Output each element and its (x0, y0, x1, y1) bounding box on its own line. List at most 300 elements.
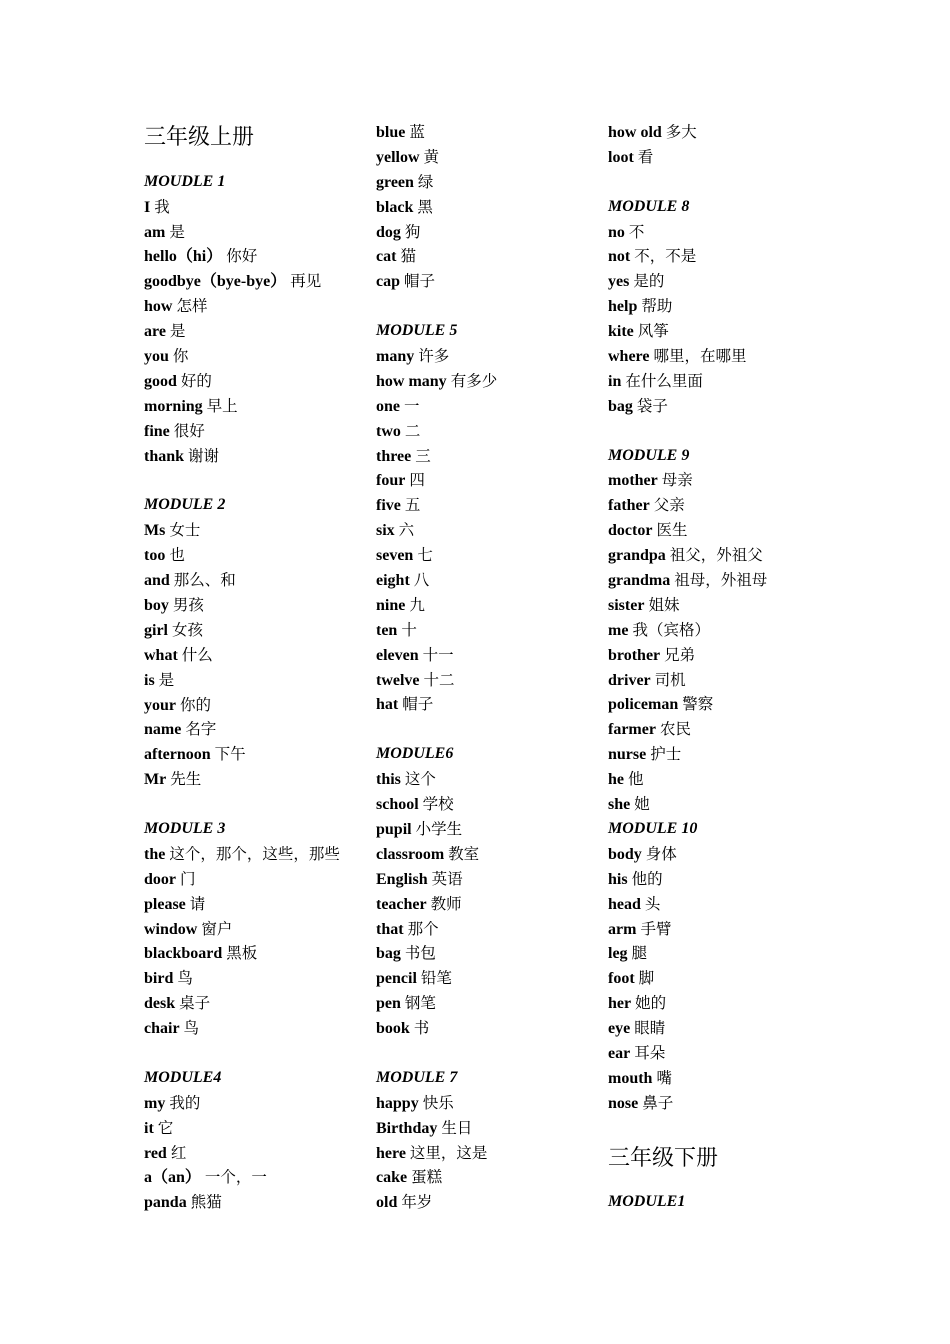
vocab-entry (608, 941, 838, 966)
english-word: head (608, 895, 641, 913)
english-word: how many (376, 372, 447, 390)
english-word: sister (608, 596, 645, 614)
vocab-entry (144, 941, 374, 966)
vocab-entry (376, 568, 606, 593)
chinese-meaning: 学校 (422, 795, 454, 814)
chinese-meaning: 她 (634, 795, 650, 814)
chinese-meaning: 它 (157, 1118, 174, 1137)
chinese-meaning: 一 (404, 396, 420, 415)
chinese-meaning: 帮助 (641, 297, 673, 316)
vocab-entry (608, 145, 838, 170)
english-word: his (608, 870, 628, 888)
english-word: pen (376, 995, 401, 1013)
chinese-meaning: 身体 (645, 844, 677, 863)
vocab-entry (144, 1016, 374, 1041)
english-word: good (144, 372, 177, 390)
english-word: bag (608, 397, 633, 415)
chinese-meaning: 九 (409, 595, 425, 614)
vocab-entry (376, 1141, 606, 1166)
vocab-entry (376, 344, 606, 369)
chinese-meaning: 头 (644, 894, 661, 913)
vocab-entry (144, 717, 374, 742)
english-word: brother (608, 646, 661, 664)
chinese-meaning: 母亲 (661, 471, 693, 490)
vocab-entry (608, 966, 838, 991)
chinese-meaning: 袋子 (636, 396, 668, 415)
chinese-meaning: 怎样 (176, 297, 208, 316)
english-word: goodbye（bye-bye） (144, 273, 287, 291)
chinese-meaning: 四 (409, 471, 425, 490)
english-word: and (144, 572, 170, 590)
english-word: teacher (376, 895, 427, 913)
vocab-entry (144, 543, 374, 568)
english-word: he (608, 771, 624, 789)
vocab-entry (608, 867, 838, 892)
vocab-entry (144, 643, 374, 668)
vocab-entry (608, 593, 838, 618)
vocab-entry (144, 693, 374, 718)
chinese-meaning: 帽子 (402, 695, 434, 714)
vocab-entry (608, 1041, 838, 1066)
vocab-entry (144, 991, 374, 1016)
english-word: thank (144, 447, 185, 465)
chinese-meaning: 书 (413, 1019, 430, 1038)
chinese-meaning: 猫 (400, 247, 416, 266)
vocab-entry (376, 593, 606, 618)
chinese-meaning: 五 (404, 496, 421, 515)
vocab-entry (608, 369, 838, 394)
english-word: mother (608, 472, 658, 490)
vocab-entry (376, 668, 606, 693)
module-title: MODULE1 (608, 1193, 686, 1211)
vocab-entry (608, 842, 838, 867)
spacer (608, 170, 838, 195)
english-word: school (376, 796, 419, 814)
english-word: Mr (144, 771, 167, 789)
chinese-meaning: 警察 (682, 695, 714, 714)
module-title: MODULE 8 (608, 197, 690, 215)
english-word: arm (608, 920, 637, 938)
chinese-meaning: 医生 (656, 521, 688, 540)
english-word: book (376, 1020, 410, 1038)
module-title: MODULE6 (376, 745, 454, 763)
english-word: her (608, 995, 632, 1013)
chinese-meaning: 风筝 (637, 322, 669, 341)
english-word: dog (376, 223, 401, 241)
vocab-entry (376, 1016, 606, 1041)
chinese-meaning: 门 (180, 869, 196, 888)
english-word: body (608, 845, 642, 863)
english-word: this (376, 771, 401, 789)
vocab-entry (376, 543, 606, 568)
english-word: mouth (608, 1069, 653, 1087)
vocab-entry (376, 692, 606, 717)
english-word: how (144, 298, 173, 316)
english-word: old (376, 1194, 398, 1212)
chinese-meaning: 你的 (180, 695, 212, 714)
vocab-entry (144, 618, 374, 643)
english-word: many (376, 348, 415, 366)
chinese-meaning: 再见 (290, 272, 322, 291)
english-word: are (144, 323, 166, 341)
vocab-entry (144, 1116, 374, 1141)
vocab-entry (144, 394, 374, 419)
section-heading: 三年级上册 (144, 125, 255, 150)
chinese-meaning: 鼻子 (642, 1093, 674, 1112)
vocab-entry (144, 1141, 374, 1166)
chinese-meaning: 护士 (650, 745, 682, 764)
english-word: yellow (376, 148, 420, 166)
english-word: no (608, 223, 625, 241)
chinese-meaning: 七 (417, 546, 433, 565)
english-word: grandma (608, 572, 671, 590)
english-word: grandpa (608, 547, 666, 565)
chinese-meaning: 女士 (169, 521, 201, 540)
chinese-meaning: 脚 (638, 969, 655, 988)
vocab-entry (376, 145, 606, 170)
vocab-entry (608, 568, 838, 593)
chinese-meaning: 书包 (404, 944, 436, 963)
chinese-meaning: 在什么里面 (625, 371, 703, 390)
chinese-meaning: 许多 (418, 347, 450, 366)
english-word: afternoon (144, 746, 211, 764)
vocab-entry (376, 369, 606, 394)
vocab-entry (608, 643, 838, 668)
chinese-meaning: 是 (169, 222, 185, 241)
chinese-meaning: 英语 (431, 869, 463, 888)
chinese-meaning: 多大 (665, 123, 697, 141)
english-word: nurse (608, 746, 647, 764)
spacer (144, 468, 374, 493)
vocab-entry (376, 842, 606, 867)
vocab-entry (376, 518, 606, 543)
english-word: name (144, 721, 182, 739)
chinese-meaning: 祖母，外祖母 (674, 571, 768, 590)
english-word: Birthday (376, 1119, 438, 1137)
english-word: leg (608, 945, 628, 963)
english-word: a（an） (144, 1169, 201, 1187)
module-title: MODULE 9 (608, 446, 690, 464)
vocab-entry (144, 742, 374, 767)
vocab-entry (376, 892, 606, 917)
vocab-entry (376, 269, 606, 294)
chinese-meaning: 男孩 (172, 595, 204, 614)
vocab-entry (144, 244, 374, 269)
chinese-meaning: 绿 (417, 172, 434, 191)
english-word: green (376, 173, 414, 191)
chinese-meaning: 窗户 (201, 919, 233, 938)
english-word: nine (376, 596, 406, 614)
chinese-meaning: 她的 (635, 994, 667, 1013)
english-word: boy (144, 596, 169, 614)
spacer (144, 1041, 374, 1066)
spacer (144, 792, 374, 817)
chinese-meaning: 眼睛 (634, 1019, 666, 1038)
english-word: one (376, 397, 400, 415)
vocab-entry (608, 518, 838, 543)
chinese-meaning: 十一 (422, 645, 454, 664)
vocab-entry (376, 1165, 606, 1190)
english-word: where (608, 348, 650, 366)
english-word: nose (608, 1094, 639, 1112)
vocab-entry (608, 468, 838, 493)
vocab-entry (144, 369, 374, 394)
chinese-meaning: 这里，这是 (409, 1143, 488, 1162)
chinese-meaning: 一个，一 (204, 1168, 267, 1187)
english-word: panda (144, 1194, 187, 1212)
chinese-meaning: 快乐 (422, 1093, 454, 1112)
vocab-entry (376, 493, 606, 518)
vocab-entry (608, 120, 838, 145)
chinese-meaning: 也 (169, 546, 185, 565)
chinese-meaning: 黄 (423, 147, 440, 166)
chinese-meaning: 嘴 (656, 1068, 672, 1087)
chinese-meaning: 是 (158, 670, 175, 689)
vocab-entry (144, 917, 374, 942)
english-word: four (376, 472, 406, 490)
vocab-entry (608, 792, 838, 817)
chinese-meaning: 他 (628, 770, 644, 789)
english-word: too (144, 547, 166, 565)
english-word: not (608, 248, 631, 266)
english-word: window (144, 920, 198, 938)
english-word: pupil (376, 820, 412, 838)
vocab-entry (376, 643, 606, 668)
vocab-entry (376, 419, 606, 444)
chinese-meaning: 我 (154, 197, 170, 216)
vocab-entry (376, 1116, 606, 1141)
chinese-meaning: 是的 (633, 272, 665, 291)
english-word: girl (144, 621, 168, 639)
english-word: black (376, 198, 414, 216)
vocab-entry (608, 394, 838, 419)
english-word: farmer (608, 721, 656, 739)
chinese-meaning: 看 (637, 147, 654, 166)
chinese-meaning: 什么 (181, 645, 213, 664)
vocab-entry (376, 394, 606, 419)
english-word: cake (376, 1169, 408, 1187)
chinese-meaning: 八 (413, 571, 430, 590)
chinese-meaning: 鸟 (177, 969, 193, 988)
english-word: the (144, 845, 166, 863)
vocab-entry (608, 692, 838, 717)
english-word: driver (608, 671, 651, 689)
vocab-entry (144, 892, 374, 917)
english-word: she (608, 796, 631, 814)
vocab-entry (144, 444, 374, 469)
vocab-column-1 (144, 120, 374, 1215)
english-word: twelve (376, 671, 420, 689)
chinese-meaning: 钢笔 (404, 994, 436, 1013)
vocab-entry (608, 543, 838, 568)
english-word: hello（hi） (144, 248, 223, 266)
vocab-entry (144, 1190, 374, 1215)
spacer (376, 294, 606, 319)
vocab-entry (144, 1091, 374, 1116)
vocab-entry (144, 220, 374, 245)
english-word: foot (608, 970, 635, 988)
module-title: MODULE 3 (144, 819, 226, 837)
chinese-meaning: 哪里，在哪里 (653, 347, 747, 366)
english-word: my (144, 1094, 166, 1112)
chinese-meaning: 二 (404, 421, 421, 440)
english-word: I (144, 198, 151, 216)
vocab-entry (376, 1091, 606, 1116)
english-word: fine (144, 422, 170, 440)
english-word: your (144, 696, 176, 714)
english-word: ear (608, 1044, 631, 1062)
vocab-entry (144, 568, 374, 593)
chinese-meaning: 那么、和 (173, 571, 236, 590)
english-word: yes (608, 273, 630, 291)
chinese-meaning: 农民 (659, 720, 691, 739)
english-word: chair (144, 1020, 180, 1038)
english-word: happy (376, 1094, 419, 1112)
vocab-entry (376, 917, 606, 942)
vocab-entry (608, 294, 838, 319)
chinese-meaning: 蛋糕 (411, 1168, 443, 1187)
english-word: please (144, 895, 186, 913)
english-word: classroom (376, 845, 445, 863)
vocab-entry (376, 767, 606, 792)
chinese-meaning: 你 (172, 347, 189, 366)
vocab-entry (144, 269, 374, 294)
english-word: eleven (376, 646, 419, 664)
spacer (376, 1041, 606, 1066)
vocab-entry (608, 742, 838, 767)
vocab-entry (376, 966, 606, 991)
english-word: cat (376, 248, 397, 266)
english-word: English (376, 870, 428, 888)
english-word: bag (376, 945, 401, 963)
vocab-entry (376, 1190, 606, 1215)
vocab-column-3 (608, 120, 838, 1215)
chinese-meaning: 他的 (631, 869, 663, 888)
vocab-entry (144, 195, 374, 220)
english-word: six (376, 522, 395, 540)
english-word: how old (608, 124, 662, 141)
english-word: father (608, 497, 650, 515)
vocab-entry (608, 917, 838, 942)
module-title: MODULE 7 (376, 1068, 458, 1086)
vocab-entry (608, 892, 838, 917)
chinese-meaning: 司机 (654, 670, 686, 689)
vocab-entry (608, 668, 838, 693)
english-word: here (376, 1144, 406, 1162)
vocab-entry (144, 842, 374, 867)
vocab-entry (144, 966, 374, 991)
vocab-entry (608, 991, 838, 1016)
chinese-meaning: 请 (189, 894, 206, 913)
english-word: Ms (144, 522, 166, 540)
chinese-meaning: 十二 (423, 670, 455, 689)
vocab-entry (608, 493, 838, 518)
english-word: bird (144, 970, 174, 988)
vocab-entry (608, 244, 838, 269)
vocab-entry (608, 1016, 838, 1041)
vocab-entry (144, 1165, 374, 1190)
chinese-meaning: 很好 (173, 421, 205, 440)
vocab-entry (376, 792, 606, 817)
vocab-entry (376, 444, 606, 469)
vocab-entry (608, 269, 838, 294)
vocab-entry (608, 717, 838, 742)
chinese-meaning: 这个 (404, 770, 436, 789)
vocab-entry (144, 767, 374, 792)
vocab-entry (608, 618, 838, 643)
chinese-meaning: 教室 (448, 844, 480, 863)
chinese-meaning: 我的 (169, 1093, 201, 1112)
vocab-entry (144, 344, 374, 369)
english-word: it (144, 1119, 154, 1137)
english-word: you (144, 348, 169, 366)
vocab-entry (144, 593, 374, 618)
chinese-meaning: 女孩 (172, 620, 204, 639)
chinese-meaning: 桌子 (179, 994, 211, 1013)
english-word: cap (376, 273, 400, 291)
spacer (376, 717, 606, 742)
vocab-entry (376, 867, 606, 892)
chinese-meaning: 先生 (170, 770, 202, 789)
chinese-meaning: 祖父，外祖父 (669, 546, 763, 565)
english-word: doctor (608, 522, 653, 540)
english-word: pencil (376, 970, 417, 988)
english-word: that (376, 920, 404, 938)
vocab-entry (376, 941, 606, 966)
english-word: eye (608, 1020, 631, 1038)
chinese-meaning: 好的 (180, 371, 212, 390)
chinese-meaning: 手臂 (640, 919, 672, 938)
chinese-meaning: 姐妹 (648, 595, 680, 614)
chinese-meaning: 蓝 (409, 123, 425, 141)
english-word: in (608, 372, 622, 390)
chinese-meaning: 耳朵 (634, 1043, 666, 1062)
vocab-entry (144, 319, 374, 344)
english-word: loot (608, 148, 634, 166)
vocab-entry (144, 668, 374, 693)
english-word: seven (376, 547, 414, 565)
chinese-meaning: 生日 (441, 1118, 473, 1137)
vocab-entry (376, 220, 606, 245)
chinese-meaning: 黑 (417, 197, 433, 216)
english-word: help (608, 298, 638, 316)
vocab-entry (608, 767, 838, 792)
english-word: two (376, 422, 401, 440)
vocab-entry (608, 1091, 838, 1116)
vocab-entry (376, 244, 606, 269)
vocab-entry (144, 419, 374, 444)
english-word: policeman (608, 696, 679, 714)
english-word: desk (144, 995, 176, 1013)
english-word: am (144, 223, 166, 241)
module-title: MODULE4 (144, 1068, 222, 1086)
chinese-meaning: 谢谢 (188, 446, 220, 465)
english-word: morning (144, 397, 203, 415)
vocab-entry (376, 991, 606, 1016)
english-word: five (376, 497, 401, 515)
english-word: blue (376, 124, 406, 141)
english-word: me (608, 621, 629, 639)
english-word: hat (376, 696, 399, 714)
vocab-entry (376, 468, 606, 493)
chinese-meaning: 名字 (185, 720, 217, 739)
english-word: kite (608, 323, 634, 341)
chinese-meaning: 有多少 (450, 371, 498, 390)
vocab-entry (376, 618, 606, 643)
english-word: door (144, 870, 176, 888)
module-title: MODULE 10 (608, 819, 698, 837)
chinese-meaning: 不 (628, 222, 645, 241)
